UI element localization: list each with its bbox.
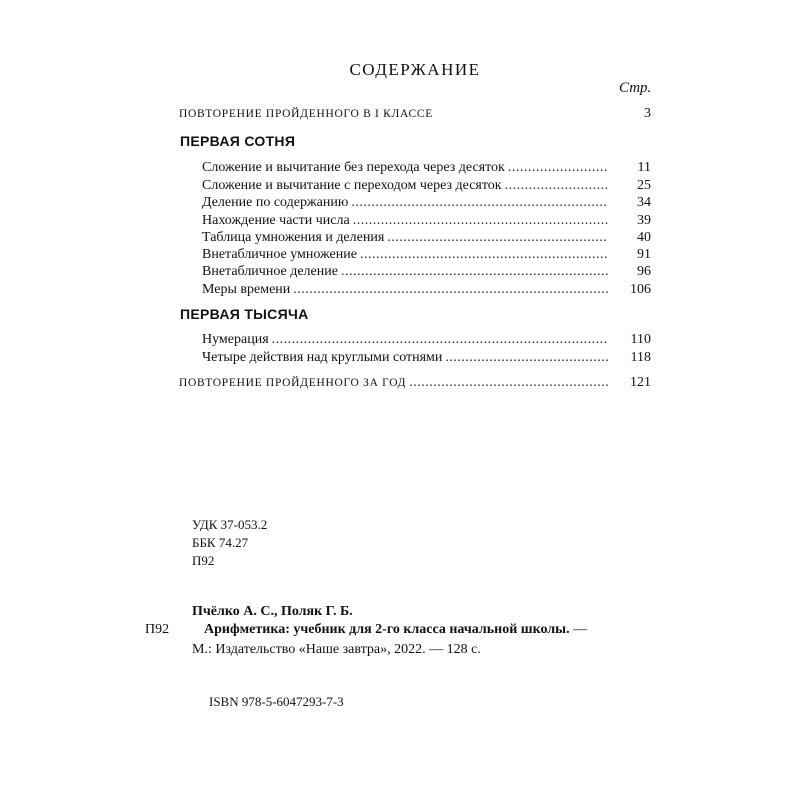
toc-entry-page: 91 (637, 247, 651, 262)
section-heading-first-thousand: ПЕРВАЯ ТЫСЯЧА (180, 306, 309, 322)
toc-entry (202, 247, 651, 263)
dot-leader (293, 282, 608, 298)
authors: Пчёлко А. С., Поляк Г. Б. (192, 604, 353, 619)
author-mark: П92 (192, 553, 215, 568)
toc-entry-label: Меры времени (202, 282, 291, 297)
toc-entry-page: 121 (630, 375, 651, 390)
toc-entry-label: Нумерация (202, 332, 269, 347)
toc-entry-label: Нахождение части числа (202, 213, 350, 228)
toc-entry-label: Внетабличное деление (202, 264, 338, 279)
toc-entry-page: 34 (637, 195, 651, 210)
bbk-code: ББК 74.27 (192, 535, 249, 550)
toc-entry (202, 264, 651, 280)
section-heading-first-hundred: ПЕРВАЯ СОТНЯ (180, 133, 296, 149)
toc-entry-outro (179, 375, 651, 391)
toc-entry-page: 106 (630, 282, 651, 297)
toc-title: СОДЕРЖАНИЕ (349, 60, 481, 79)
toc-entry (202, 332, 651, 348)
toc-entry-label: Деление по содержанию (202, 195, 349, 210)
toc-entry-label: ПОВТОРЕНИЕ ПРОЙДЕННОГО В I КЛАССЕ (179, 108, 433, 120)
dot-leader (353, 213, 608, 229)
toc-entry-label: Сложение и вычитание с переходом через десяток (202, 178, 502, 193)
dot-leader (505, 178, 608, 194)
toc-entry (202, 282, 651, 298)
book-title-line (204, 622, 587, 638)
book-title: Арифметика: учебник для 2-го класса начальной школы. (204, 622, 570, 637)
isbn: ISBN 978-5-6047293-7-3 (209, 694, 344, 709)
toc-entry (202, 178, 651, 194)
page-column-label: Стр. (619, 80, 652, 96)
toc-entry (202, 350, 651, 366)
toc-entry (202, 160, 651, 176)
dot-leader (351, 195, 608, 211)
dot-leader (409, 375, 608, 391)
title-dash: — (569, 622, 588, 637)
toc-entry-page: 25 (637, 178, 651, 193)
toc-entry-page: 118 (630, 350, 651, 365)
dot-leader (341, 264, 608, 280)
toc-entry-intro (179, 106, 651, 122)
toc-entry-label: Сложение и вычитание без перехода через десяток (202, 160, 505, 175)
dot-leader (272, 332, 608, 348)
toc-entry-page: 40 (637, 230, 651, 245)
author-mark-side: П92 (145, 622, 170, 637)
udk-code: УДК 37-053.2 (192, 517, 268, 532)
toc-entry-page: 39 (637, 213, 651, 228)
toc-entry-label: Четыре действия над круглыми сотнями (202, 350, 443, 365)
toc-entry-label: Внетабличное умножение (202, 247, 357, 262)
dot-leader (360, 247, 608, 263)
toc-entry-page: 110 (630, 332, 651, 347)
toc-entry-label: Таблица умножения и деления (202, 230, 385, 245)
dot-leader (387, 230, 608, 246)
toc-entry-page: 96 (637, 264, 651, 279)
publisher-info: М.: Издательство «Наше завтра», 2022. — 128 с. (192, 642, 481, 657)
toc-entry (202, 230, 651, 246)
toc-entry-label: ПОВТОРЕНИЕ ПРОЙДЕННОГО ЗА ГОД (179, 377, 407, 389)
dot-leader (508, 160, 608, 176)
toc-entry-page: 3 (644, 106, 651, 121)
toc-entry (202, 213, 651, 229)
toc-entry-page: 11 (637, 160, 651, 175)
dot-leader (445, 350, 608, 366)
toc-entry (202, 195, 651, 211)
